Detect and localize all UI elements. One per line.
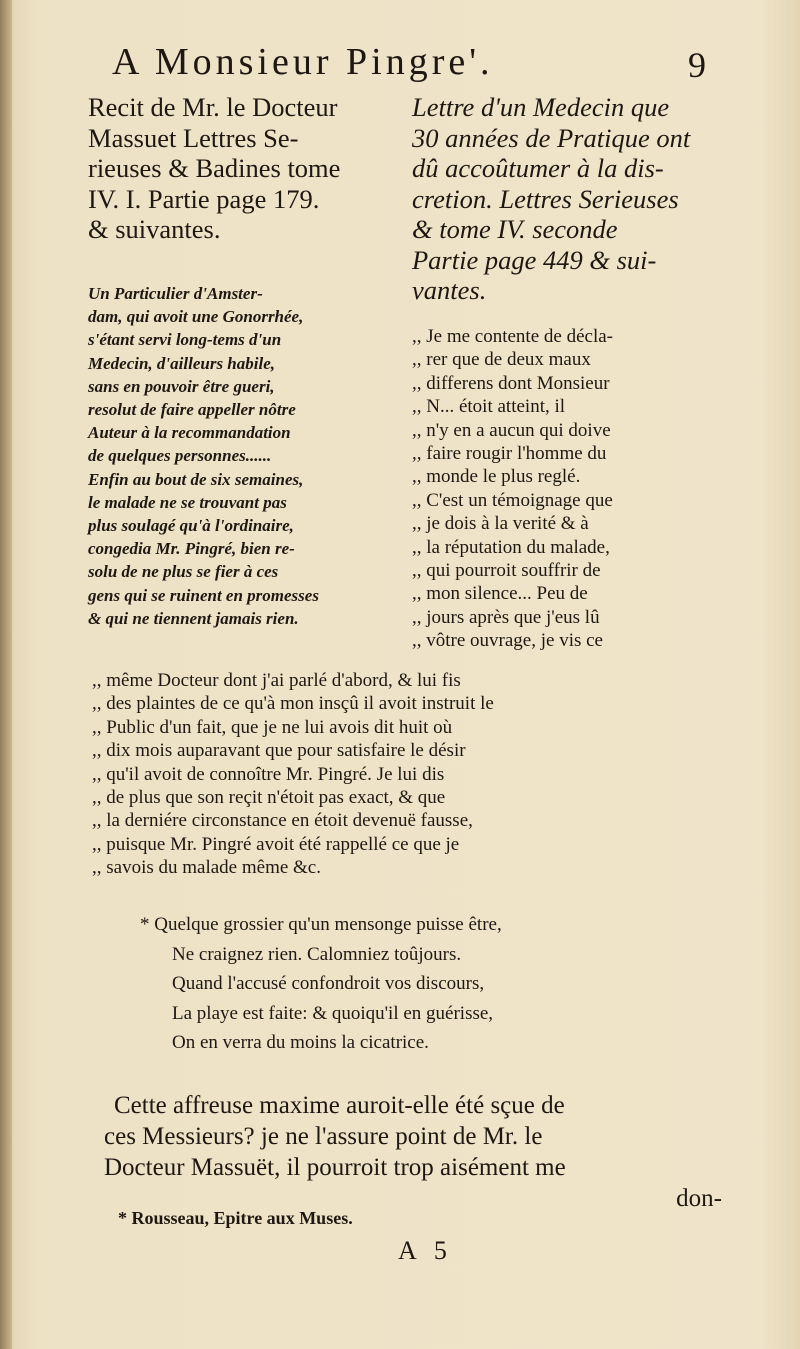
quote-line: ,, je dois à la verité & à <box>412 513 589 535</box>
quote-line: ,, même Docteur dont j'ai parlé d'abord, & lui fis <box>92 670 461 691</box>
quote-line: ,, N... étoit atteint, il <box>412 396 566 418</box>
right-reference-column <box>412 92 722 306</box>
quote-line: ,, la réputation du malade, <box>412 536 610 558</box>
verse-line: * Quelque grossier qu'un mensonge puisse être, <box>140 914 502 935</box>
quote-line: ,, Je me contente de décla- <box>412 326 613 347</box>
quote-line: ,, qu'il avoit de connoître Mr. Pingré. Je lui dis <box>92 763 445 785</box>
footnote: * Rousseau, Epitre aux Muses. <box>118 1208 353 1228</box>
quote-line: ,, des plaintes de ce qu'à mon insçû il avoit instruit le <box>92 693 494 715</box>
verse-quotation <box>140 910 700 1058</box>
quote-line: ,, la derniére circonstance en étoit devenuë fausse, <box>92 810 473 832</box>
right-reference-text: Lettre d'un Medecin que 30 années de Pratique ont dû accoûtumer à la dis- cretion. Lettres Serieuses & tome IV. seconde Partie page 449 & sui- vantes. <box>412 92 691 305</box>
left-reference-text: Recit de Mr. le Docteur Massuet Lettres Se- rieuses & Badines tome IV. I. Partie page 179. & suivantes. <box>88 92 341 244</box>
quote-line: ,, de plus que son reçit n'étoit pas exact, & que <box>92 787 446 809</box>
body-line: ces Messieurs? je ne l'assure point de Mr. le <box>104 1123 543 1150</box>
quote-line: ,, puisque Mr. Pingré avoit été rappellé ce que je <box>92 833 460 855</box>
quote-line: ,, qui pourroit souffrir de <box>412 560 601 582</box>
right-quote-block <box>412 325 722 653</box>
signature-mark: A 5 <box>398 1236 453 1265</box>
body-paragraph <box>104 1090 722 1214</box>
verse-line: Ne craignez rien. Calomniez toûjours. <box>172 943 462 965</box>
full-width-quote-block <box>92 669 722 880</box>
verse-line: Quand l'accusé confondroit vos discours, <box>172 973 485 994</box>
running-head-title: A Monsieur Pingre'. <box>112 41 494 83</box>
left-italic-note: Un Particulier d'Amster- dam, qui avoit une Gonorrhée, s'étant servi long-tems d'un Medecin, d'ailleurs habile, sans en pouvoir être gueri, resolut de faire appeller nôtre Auteur à la recommandation de quelques personnes...... Enfin au bout de six semaines, le malade ne se trouvant pas plus soulagé qu'à l'ordinaire, congedia Mr. Pingré, bien re- solu de ne plus se fier à ces gens qui se ruinent en promesses & qui ne tiennent jamais rien. <box>88 284 319 628</box>
verse-line: On en verra du moins la cicatrice. <box>172 1032 429 1053</box>
left-reference-column <box>88 92 408 245</box>
catchword: don- <box>676 1185 722 1212</box>
quote-line: ,, dix mois auparavant que pour satisfaire le désir <box>92 740 466 762</box>
quote-line: ,, differens dont Monsieur <box>412 372 610 394</box>
quote-line: ,, n'y en a aucun qui doive <box>412 419 611 441</box>
verse-line: La playe est faite: & quoiqu'il en guérisse, <box>172 1002 494 1024</box>
quote-line: ,, rer que de deux maux <box>412 349 591 371</box>
body-line: Cette affreuse maxime auroit-elle été sçue de <box>114 1092 565 1119</box>
page-number: 9 <box>688 45 706 85</box>
book-binding-edge <box>0 0 12 1349</box>
quote-line: ,, C'est un témoignage que <box>412 489 613 511</box>
quote-line: ,, monde le plus reglé. <box>412 466 581 488</box>
quote-line: ,, savois du malade même &c. <box>92 857 321 879</box>
quote-line: ,, faire rougir l'homme du <box>412 443 607 465</box>
body-line: Docteur Massuët, il pourroit trop aisément me <box>104 1154 566 1181</box>
quote-line: ,, Public d'un fait, que je ne lui avois dit huit où <box>92 716 453 738</box>
quote-line: ,, vôtre ouvrage, je vis ce <box>412 630 603 652</box>
quote-line: ,, mon silence... Peu de <box>412 583 588 605</box>
quote-line: ,, jours après que j'eus lû <box>412 606 600 628</box>
